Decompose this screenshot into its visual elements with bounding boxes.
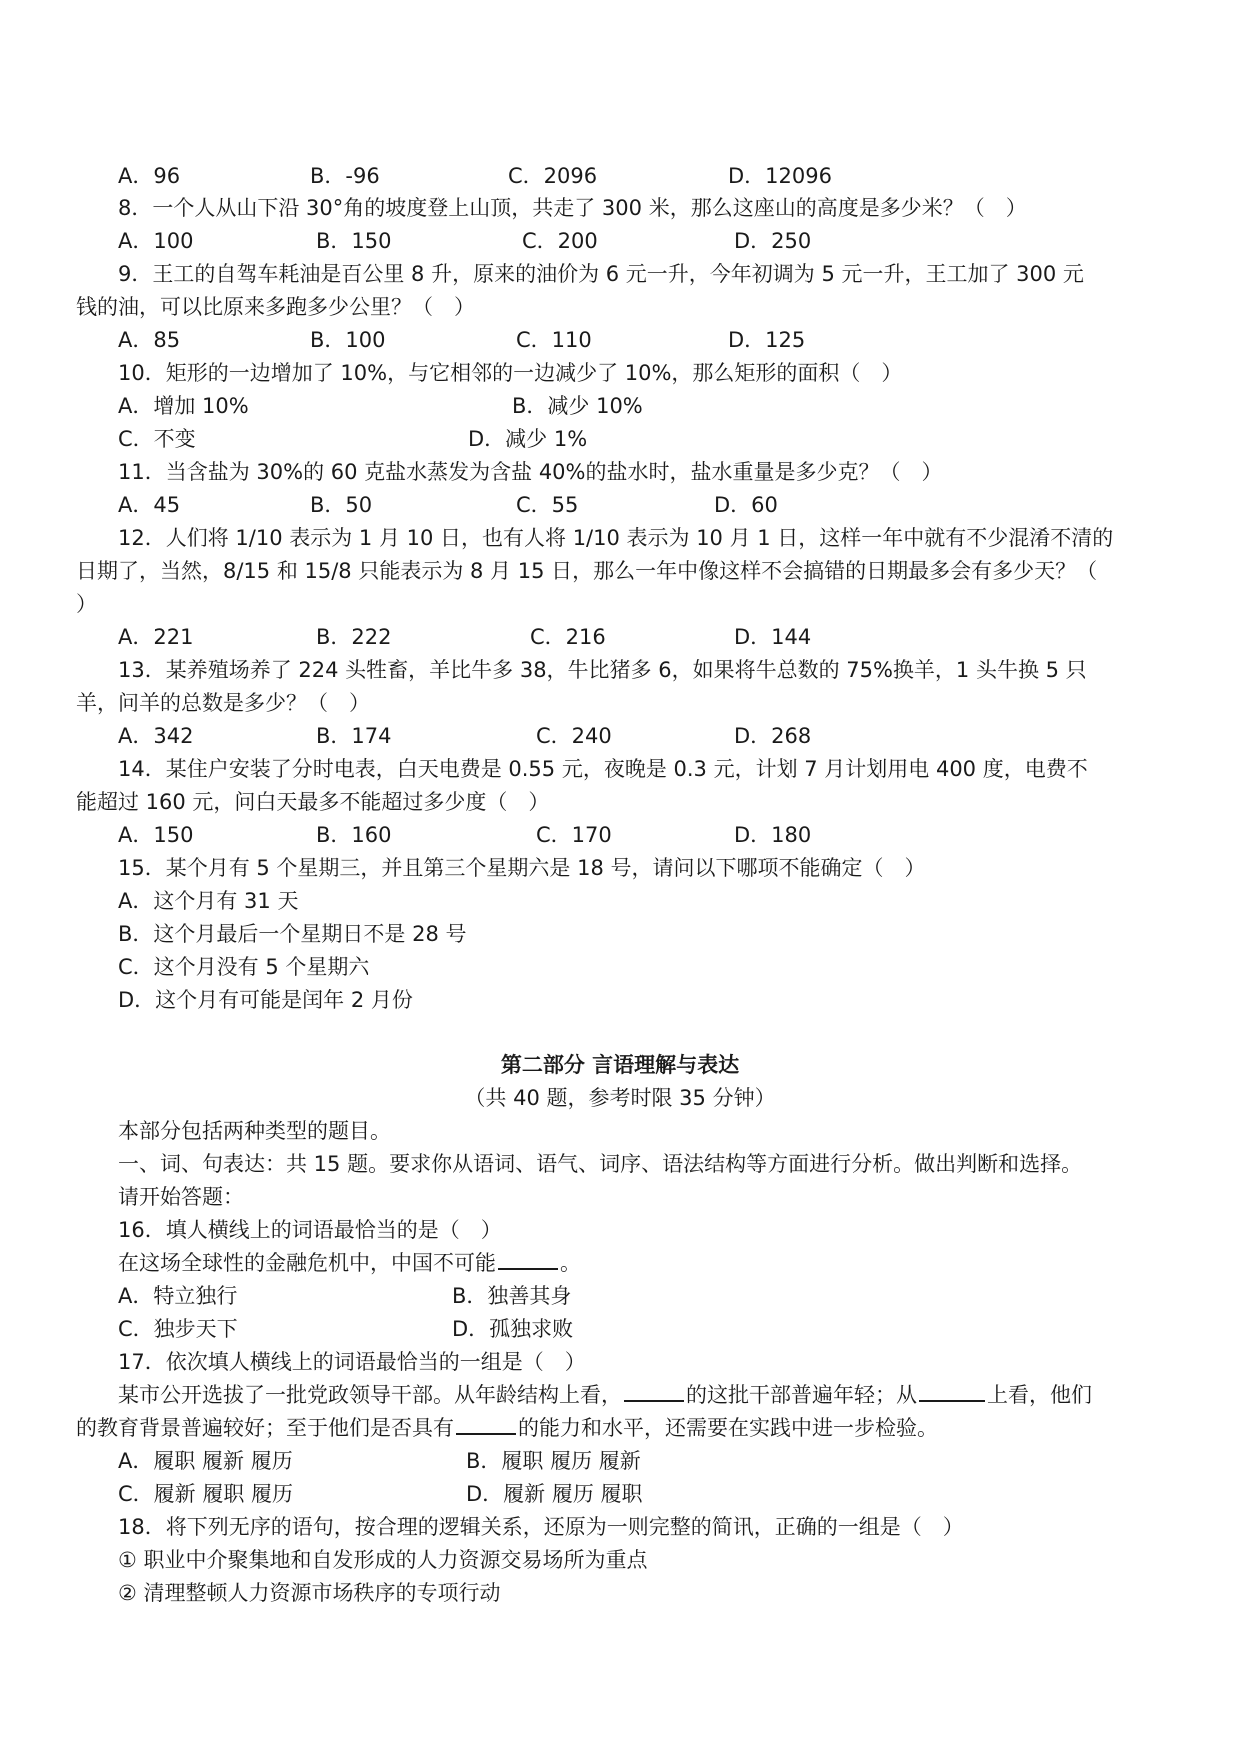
- q16-blank: [498, 1248, 558, 1270]
- q10-option-d: D．减少 1%: [468, 427, 588, 451]
- q8-option-d: D．250: [734, 229, 812, 253]
- q16-option-b: B．独善其身: [452, 1284, 572, 1308]
- q17-stem-part2: 的这批干部普遍年轻；从: [686, 1383, 917, 1407]
- q15-option-a: A．这个月有 31 天: [118, 889, 299, 913]
- q9-option-b: B．100: [310, 328, 386, 352]
- q11-option-a: A．45: [118, 493, 181, 517]
- q13-question-line1: 13．某养殖场养了 224 头牲畜，羊比牛多 38，牛比猪多 6，如果将牛总数的 75%换羊，1 头牛换 5 只: [118, 658, 1087, 682]
- q7-option-b: B．-96: [310, 164, 380, 188]
- q14-option-b: B．160: [316, 823, 392, 847]
- q9-option-a: A．85: [118, 328, 181, 352]
- q9-option-d: D．125: [728, 328, 806, 352]
- q9-question-line2: 钱的油，可以比原来多跑多少公里？（ ）: [76, 295, 475, 319]
- part2-title: 第二部分 言语理解与表达: [500, 1053, 740, 1077]
- q10-option-a: A．增加 10%: [118, 394, 249, 418]
- q13-question-line2: 羊，问羊的总数是多少？（ ）: [76, 691, 370, 715]
- q15-question: 15．某个月有 5 个星期三，并且第三个星期六是 18 号，请问以下哪项不能确定（ ）: [118, 856, 926, 880]
- q16-option-d: D．孤独求败: [452, 1317, 574, 1341]
- part2-start: 请开始答题：: [118, 1185, 244, 1209]
- q12-option-a: A．221: [118, 625, 194, 649]
- q16-question: 16．填人横线上的词语最恰当的是（ ）: [118, 1218, 502, 1242]
- q17-option-b: B．履职 履历 履新: [466, 1449, 641, 1473]
- q13-option-a: A．342: [118, 724, 194, 748]
- q14-question-line1: 14．某住户安装了分时电表，白天电费是 0.55 元，夜晚是 0.3 元，计划 7 月计划用电 400 度，电费不: [118, 757, 1088, 781]
- q12-question-line3: ）: [76, 592, 97, 616]
- q12-option-d: D．144: [734, 625, 812, 649]
- part2-section1: 一、词、句表达：共 15 题。要求你从语词、语气、词序、语法结构等方面进行分析。做出判断和选择。: [118, 1152, 1083, 1176]
- q16-option-c: C．独步天下: [118, 1317, 238, 1341]
- q16-option-a: A．特立独行: [118, 1284, 238, 1308]
- q10-question: 10．矩形的一边增加了 10%，与它相邻的一边减少了 10%，那么矩形的面积（ ）: [118, 361, 903, 385]
- q18-question: 18．将下列无序的语句，按合理的逻辑关系，还原为一则完整的简讯，正确的一组是（ ）: [118, 1515, 964, 1539]
- part2-subtitle: （共 40 题，参考时限 35 分钟）: [464, 1086, 776, 1110]
- q14-option-d: D．180: [734, 823, 812, 847]
- q16-stem-end: 。: [560, 1251, 581, 1275]
- q17-stem-line1: [118, 1380, 1092, 1410]
- q15-option-c: C．这个月没有 5 个星期六: [118, 955, 370, 979]
- q15-option-d: D．这个月有可能是闰年 2 月份: [118, 988, 413, 1012]
- q17-stem-line2: [76, 1413, 938, 1443]
- q7-option-d: D．12096: [728, 164, 832, 188]
- q14-option-a: A．150: [118, 823, 194, 847]
- q17-blank-2: [919, 1380, 985, 1402]
- q11-question: 11．当含盐为 30%的 60 克盐水蒸发为含盐 40%的盐水时，盐水重量是多少克？（ ）: [118, 460, 943, 484]
- q11-option-d: D．60: [714, 493, 778, 517]
- q7-option-a: A．96: [118, 164, 181, 188]
- q17-stem-part1: 某市公开选拔了一批党政领导干部。从年龄结构上看，: [118, 1383, 622, 1407]
- q10-option-c: C．不变: [118, 427, 196, 451]
- q8-question: 8．一个人从山下沿 30°角的坡度登上山顶，共走了 300 米，那么这座山的高度是多少米？（ ）: [118, 196, 1027, 220]
- q12-question-line1: 12．人们将 1/10 表示为 1 月 10 日，也有人将 1/10 表示为 10 月 1 日，这样一年中就有不少混淆不清的: [118, 526, 1114, 550]
- q10-option-b: B．减少 10%: [512, 394, 643, 418]
- q12-option-c: C．216: [530, 625, 606, 649]
- q17-option-a: A．履职 履新 履历: [118, 1449, 293, 1473]
- q17-option-d: D．履新 履历 履职: [466, 1482, 643, 1506]
- q15-option-b: B．这个月最后一个星期日不是 28 号: [118, 922, 467, 946]
- q7-option-c: C．2096: [508, 164, 598, 188]
- q13-option-b: B．174: [316, 724, 392, 748]
- q8-option-a: A．100: [118, 229, 194, 253]
- part2-intro: 本部分包括两种类型的题目。: [118, 1119, 391, 1143]
- q17-stem-part4: 的教育背景普遍较好；至于他们是否具有: [76, 1416, 454, 1440]
- q17-option-c: C．履新 履职 履历: [118, 1482, 294, 1506]
- q14-question-line2: 能超过 160 元，问白天最多不能超过多少度（ ）: [76, 790, 550, 814]
- q12-option-b: B．222: [316, 625, 392, 649]
- q8-option-c: C．200: [522, 229, 598, 253]
- q17-stem-part3: 上看，他们: [987, 1383, 1092, 1407]
- q13-option-c: C．240: [536, 724, 612, 748]
- q11-option-c: C．55: [516, 493, 579, 517]
- q9-option-c: C．110: [516, 328, 592, 352]
- q13-option-d: D．268: [734, 724, 812, 748]
- q8-option-b: B．150: [316, 229, 392, 253]
- q16-stem-text: 在这场全球性的金融危机中，中国不可能: [118, 1251, 496, 1275]
- q14-option-c: C．170: [536, 823, 612, 847]
- q17-stem-part5: 的能力和水平，还需要在实践中进一步检验。: [518, 1416, 938, 1440]
- q17-question: 17．依次填人横线上的词语最恰当的一组是（ ）: [118, 1350, 586, 1374]
- q9-question-line1: 9．王工的自驾车耗油是百公里 8 升，原来的油价为 6 元一升，今年初调为 5 元一升，王工加了 300 元: [118, 262, 1084, 286]
- q11-option-b: B．50: [310, 493, 373, 517]
- q18-item-2: ② 清理整顿人力资源市场秩序的专项行动: [118, 1581, 501, 1605]
- q17-blank-1: [624, 1380, 684, 1402]
- q17-blank-3: [456, 1413, 516, 1435]
- q18-item-1: ① 职业中介聚集地和自发形成的人力资源交易场所为重点: [118, 1548, 648, 1572]
- q16-stem: [118, 1248, 581, 1278]
- q12-question-line2: 日期了，当然，8/15 和 15/8 只能表示为 8 月 15 日，那么一年中像这样不会搞错的日期最多会有多少天？（: [76, 559, 1098, 583]
